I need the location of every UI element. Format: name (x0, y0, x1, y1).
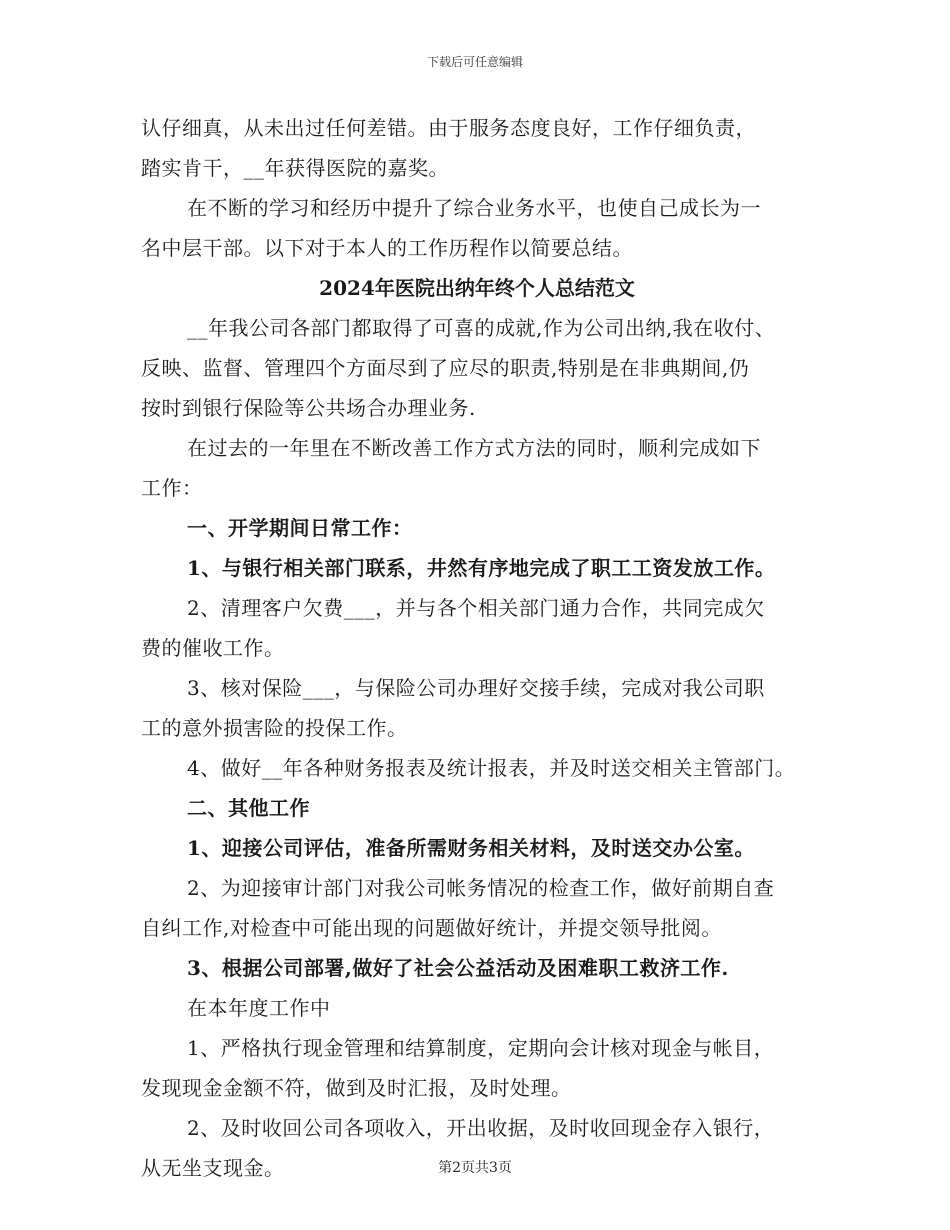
list-item-continuation: 自纠工作,对检查中可能出现的问题做好统计，并提交领导批阅。 (141, 916, 722, 940)
paragraph-line: 按时到银行保险等公共场合办理业务. (141, 396, 476, 420)
paragraph-line: 踏实肯干，__年获得医院的嘉奖。 (141, 156, 449, 180)
paragraph-line: __年我公司各部门都取得了可喜的成就,作为公司出纳,我在收付、 (187, 316, 776, 340)
paragraph-line: 在本年度工作中 (187, 996, 331, 1020)
list-item: 2、为迎接审计部门对我公司帐务情况的检查工作，做好前期自查 (187, 876, 775, 900)
document-body (141, 108, 813, 1188)
page-number: 第2页共3页 (438, 1160, 512, 1176)
list-item: 2、及时收回公司各项收入，开出收据，及时收回现金存入银行， (187, 1116, 775, 1140)
paragraph-line: 认仔细真，从未出过任何差错。由于服务态度良好，工作仔细负责， (141, 116, 756, 140)
paragraph-line: 在不断的学习和经历中提升了综合业务水平，也使自己成长为一 (187, 196, 761, 220)
list-item-continuation: 费的催收工作。 (141, 636, 285, 660)
page-header-note: 下载后可任意编辑 (426, 55, 523, 69)
document-title: 2024年医院出纳年终个人总结范文 (319, 276, 635, 300)
paragraph-line: 反映、监督、管理四个方面尽到了应尽的职责,特别是在非典期间,仍 (141, 356, 750, 380)
list-item-bold: 3、根据公司部署,做好了社会公益活动及困难职工救济工作. (187, 956, 729, 980)
paragraph-line: 名中层干部。以下对于本人的工作历程作以简要总结。 (141, 236, 633, 260)
list-item: 1、严格执行现金管理和结算制度，定期向会计核对现金与帐目， (187, 1036, 775, 1060)
list-item: 2、清理客户欠费___，并与各个相关部门通力合作，共同完成欠 (187, 596, 765, 620)
paragraph-line: 在过去的一年里在不断改善工作方式方法的同时，顺利完成如下 (187, 436, 761, 460)
list-item-continuation: 工的意外损害险的投保工作。 (141, 716, 408, 740)
section-heading: 二、其他工作 (187, 796, 310, 820)
list-item-continuation: 从无坐支现金。 (141, 1156, 285, 1180)
list-item-bold: 1、与银行相关部门联系，井然有序地完成了职工工资发放工作。 (187, 556, 776, 580)
list-item: 4、做好__年各种财务报表及统计报表，并及时送交相关主管部门。 (187, 756, 796, 780)
paragraph-line: 工作： (141, 476, 203, 500)
list-item-continuation: 发现现金金额不符，做到及时汇报，及时处理。 (141, 1076, 572, 1100)
list-item: 3、核对保险___，与保险公司办理好交接手续，完成对我公司职 (187, 676, 765, 700)
section-heading: 一、开学期间日常工作： (187, 516, 413, 540)
list-item-bold: 1、迎接公司评估，准备所需财务相关材料，及时送交办公室。 (187, 836, 755, 860)
